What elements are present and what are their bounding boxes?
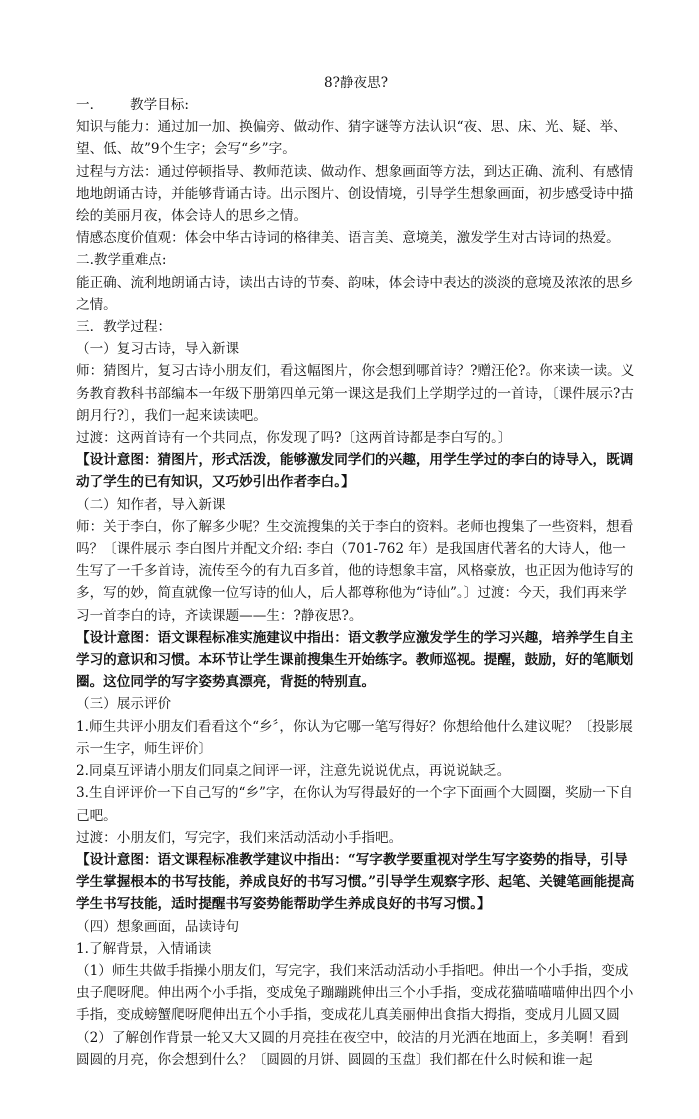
subsection-4-heading: （四）想象画面，品读诗句	[76, 918, 240, 935]
section-1-number: 一．	[76, 97, 104, 113]
paragraph-eval-2: 2.同桌互评请小朋友们同桌之间评一评，注意先说说优点，再说说缺乏。	[76, 763, 511, 780]
paragraph-background: 1.了解背景，入情诵读	[76, 940, 212, 957]
objective-emotion: 情感态度价值观：体会中华古诗词的格律美、语言美、意境美，激发学生对古诗词的热爱。	[76, 230, 620, 247]
paragraph-eval-1: 1.师生共评小朋友们看看这个“乡〞，你认为它哪一笔写得好？你想给他什么建议呢？〔投影展示一生字，师生评价〕	[76, 718, 633, 757]
subsection-1-heading: （一）复习古诗，导入新课	[76, 341, 240, 358]
design-intent-2: 【设计意图：语文课程标准实施建议中指出：语文教学应激发学生的学习兴趣，培养学生自主学习的意识和习惯。本环节让学生课前搜集生开始练字。教师巡视。提醒，鼓励，好的笔顺划圈。这位同学的写字姿势真漂亮，背挺的特别直。	[76, 629, 634, 691]
document-page	[76, 72, 636, 1071]
objective-process: 过程与方法：通过停顿指导、教师范读、做动作、想象画面等方法，到达正确、流利、有感情地地朗诵古诗，并能够背诵古诗。出示图片、创设情境，引导学生想象画面，初步感受诗中描绘的美丽月夜，体会诗人的思乡之情。	[76, 163, 634, 225]
section-2-heading: 二.教学重难点:	[76, 252, 167, 269]
paragraph-finger-exercise: （1）师生共做手指操小朋友们，写完字，我们来活动活动小手指吧。伸出一个小手指，变成虫子爬呀爬。伸出两个小手指，变成兔子蹦蹦跳伸出三个小手指，变成花猫喵喵喵伸出四个小手指，变成螃蟹爬呀爬伸出五个小手指，变成花儿真美丽伸出食指大拇指，变成月儿圆又圆	[76, 962, 634, 1024]
paragraph-creation-background: （2）了解创作背景一轮又大又圆的月亮挂在夜空中，皎洁的月光洒在地面上，多美啊！看到圆圆的月亮，你会想到什么？〔圆圆的月饼、圆圆的玉盘〕我们都在什么时候和谁一起	[76, 1029, 629, 1068]
design-intent-3: 【设计意图：语文课程标准教学建议中指出：“写字教学要重视对学生写字姿势的指导，引导学生掌握根本的书写技能，养成良好的书写习惯。”引导学生观察字形、起笔、关键笔画能提高学生书写技能，适时提醒书写姿势能帮助学生养成良好的书写习惯。】	[76, 851, 635, 913]
paragraph-author: 师：关于李白，你了解多少呢？生交流搜集的关于李白的资料。老师也搜集了一些资料，想看吗？〔课件展示 李白图片并配文介绍: 李白（701-762 年）是我国唐代著名的大诗人，他一生写了一千多首诗，流传至今的有九百多首，他的诗想象丰富，风格豪放，也正因为他诗写的多，写的妙，简直就像一位写诗的仙人，后人都尊称他为“诗仙”。〕过渡：今天，我们再来学习一首李白的诗，齐读课题——生：?静夜思?。	[76, 518, 634, 624]
subsection-2-heading: （二）知作者，导入新课	[76, 496, 226, 513]
design-intent-1: 【设计意图：猜图片，形式活泼，能够激发同学们的兴趣，用学生学过的李白的诗导入，既调动了学生的已有知识，又巧妙引出作者李白。】	[76, 452, 634, 491]
key-difficulty-text: 能正确、流利地朗诵古诗，读出古诗的节奏、韵味，体会诗中表达的淡淡的意境及浓浓的思乡之情。	[76, 274, 634, 313]
section-3-heading: 三．教学过程：	[76, 319, 172, 336]
section-1-heading	[76, 94, 636, 116]
paragraph-transition-1: 过渡：这两首诗有一个共同点，你发现了吗?〔这两首诗都是李白写的。〕	[76, 430, 512, 447]
subsection-3-heading: （三）展示评价	[76, 696, 172, 713]
paragraph-review: 师：猜图片，复习古诗小朋友们，看这幅图片，你会想到哪首诗？?赠汪伦?。你来读一读。义务教育教科书部编本一年级下册第四单元第一课这是我们上学期学过的一首诗，〔课件展示?古朗月行?〕，我们一起来读读吧。	[76, 363, 635, 424]
paragraph-eval-3: 3.生自评评价一下自己写的“乡”字，在你认为写得最好的一个字下面画个大圆圈，奖励一下自己吧。	[76, 785, 634, 824]
section-1-label: 教学目标:	[130, 97, 189, 113]
paragraph-transition-2: 过渡：小朋友们，写完字，我们来活动活动小手指吧。	[76, 829, 403, 846]
objective-knowledge: 知识与能力：通过加一加、换偏旁、做动作、猜字谜等方法认识“夜、思、床、光、疑、举、望、低、故”9个生字；会写“乡”字。	[76, 119, 627, 158]
document-title: 8?静夜思?	[323, 75, 388, 91]
